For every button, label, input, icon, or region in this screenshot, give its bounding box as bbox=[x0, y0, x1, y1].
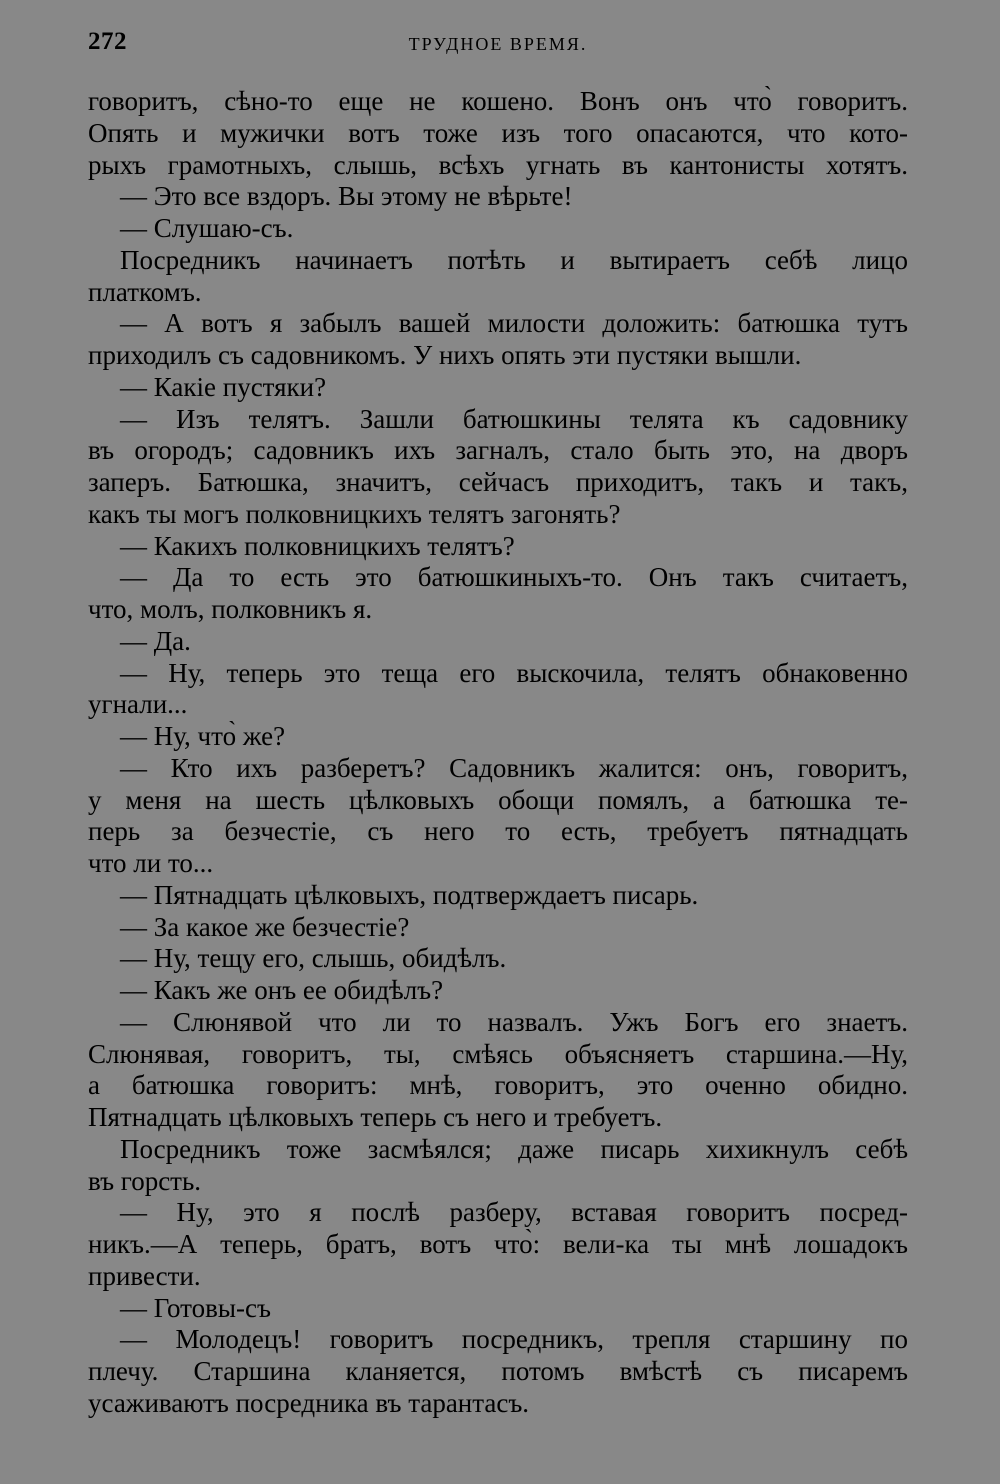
text-line: говоритъ, сѣно-то еще не кошено. Вонъ онъ что̀ говоритъ. bbox=[88, 86, 908, 116]
body-text bbox=[88, 86, 908, 1420]
text-line: Пятнадцать цѣлковыхъ теперь съ него и требуетъ. bbox=[88, 1102, 663, 1132]
text-line: — Слюнявой что ли то назвалъ. Ужъ Богъ его знаетъ. bbox=[120, 1006, 908, 1037]
page-number: 272 bbox=[88, 28, 127, 55]
text-line: — Какъ же онъ ее обидѣлъ? bbox=[120, 975, 444, 1005]
text-line: платкомъ. bbox=[88, 276, 202, 307]
text-line: — А вотъ я забылъ вашей милости доложить: батюшка тутъ bbox=[120, 308, 908, 339]
text-line: Посредникъ тоже засмѣялся; даже писарь хихикнулъ себѣ bbox=[120, 1133, 908, 1164]
text-line: — Готовы-съ bbox=[120, 1292, 271, 1323]
text-line: рыхъ грамотныхъ, слышь, всѣхъ угнать въ кантонисты хотятъ. bbox=[88, 149, 908, 180]
text-line: Посредникъ начинаетъ потѣть и вытираетъ себѣ лицо bbox=[120, 244, 908, 275]
text-line: Слюнявая, говоритъ, ты, смѣясь объясняетъ старшина.—Ну, bbox=[88, 1038, 908, 1069]
text-line: Опять и мужички вотъ тоже изъ того опасаются, что кото- bbox=[88, 117, 908, 148]
text-line: — Ну, что̀ же? bbox=[120, 721, 286, 751]
text-line: въ горсть. bbox=[88, 1165, 202, 1196]
text-line: — Ну, тещу его, слышь, обидѣлъ. bbox=[120, 943, 507, 974]
text-line: — Это все вздоръ. Вы этому не вѣрьте! bbox=[120, 181, 573, 212]
text-line: — Молодецъ! говоритъ посредникъ, трепля старшину по bbox=[120, 1324, 908, 1355]
text-line: а батюшка говоритъ: мнѣ, говоритъ, это оченно обидно. bbox=[88, 1070, 908, 1101]
text-line: — Какихъ полковницкихъ телятъ? bbox=[120, 530, 515, 561]
text-line: угнали... bbox=[88, 689, 188, 720]
text-line: — За какое же безчестіе? bbox=[120, 911, 410, 942]
text-line: — Ну, это я послѣ разберу, вставая говоритъ посред- bbox=[120, 1197, 908, 1228]
text-line: никъ.—А теперь, братъ, вотъ что̀: вели-ка ты мнѣ лошадокъ bbox=[88, 1229, 908, 1259]
text-line: привести. bbox=[88, 1260, 201, 1291]
text-line: усаживаютъ посредника въ тарантасъ. bbox=[88, 1387, 530, 1418]
text-line: что ли то... bbox=[88, 848, 214, 878]
text-line: плечу. Старшина кланяется, потомъ вмѣстѣ съ писаремъ bbox=[88, 1356, 908, 1386]
text-line: — Да. bbox=[120, 625, 191, 656]
running-head bbox=[88, 28, 908, 68]
text-line: — Слушаю-съ. bbox=[120, 213, 294, 243]
text-line: заперъ. Батюшка, значитъ, сейчасъ приходитъ, такъ и такъ, bbox=[88, 467, 908, 497]
running-title: ТРУДНОЕ ВРЕМЯ. bbox=[408, 34, 588, 54]
text-line: перь за безчестіе, съ него то есть, требуетъ пятнадцать bbox=[88, 816, 908, 847]
text-line: въ огородъ; садовникъ ихъ загналъ, стало быть это, на дворъ bbox=[88, 435, 908, 466]
text-line: — Кто ихъ разберетъ? Садовникъ жалится: онъ, говоритъ, bbox=[120, 752, 908, 783]
text-line: — Какіе пустяки? bbox=[120, 371, 327, 402]
text-line: у меня на шесть цѣлковыхъ обощи помялъ, а батюшка те- bbox=[88, 784, 908, 815]
text-line: — Пятнадцать цѣлковыхъ, подтверждаетъ писарь. bbox=[120, 879, 699, 910]
text-line: — Изъ телятъ. Зашли батюшкины телята къ садовнику bbox=[120, 403, 908, 434]
text-line: приходилъ съ садовникомъ. У нихъ опять эти пустяки вышли. bbox=[88, 340, 802, 370]
text-line: — Да то есть это батюшкиныхъ-то. Онъ такъ считаетъ, bbox=[120, 562, 908, 593]
text-line: какъ ты могъ полковницкихъ телятъ загонять? bbox=[88, 498, 621, 529]
text-line: — Ну, теперь это теща его выскочила, телятъ обнаковенно bbox=[120, 657, 908, 688]
text-line: что, молъ, полковникъ я. bbox=[88, 594, 373, 624]
